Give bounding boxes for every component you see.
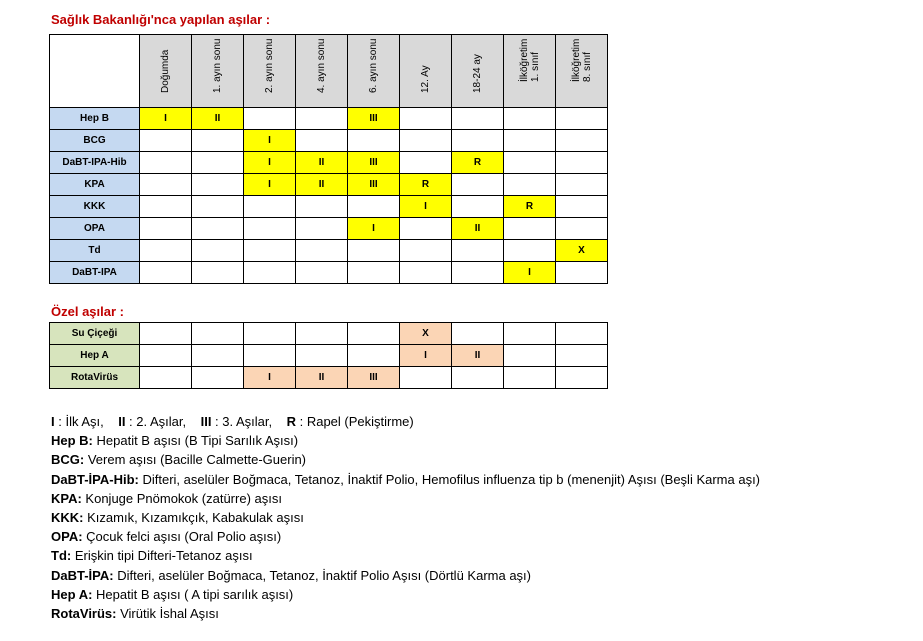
row-label: KKK xyxy=(50,196,140,218)
schedule-cell xyxy=(452,174,504,196)
schedule-cell xyxy=(192,152,244,174)
schedule-cell xyxy=(400,130,452,152)
schedule-cell: I xyxy=(400,196,452,218)
schedule-cell xyxy=(556,218,608,240)
column-header-label: Doğumda xyxy=(160,49,171,93)
schedule-cell xyxy=(400,108,452,130)
schedule-cell: R xyxy=(504,196,556,218)
schedule-cell: I xyxy=(244,152,296,174)
schedule-cell xyxy=(504,218,556,240)
column-header-label: 1. sınıf xyxy=(529,51,541,82)
column-header xyxy=(452,35,504,108)
legend-line xyxy=(51,431,760,450)
schedule-cell xyxy=(504,108,556,130)
schedule-cell xyxy=(556,367,608,389)
schedule-cell xyxy=(192,345,244,367)
legend-line xyxy=(51,470,760,489)
schedule-cell: X xyxy=(400,323,452,345)
table-row xyxy=(50,108,608,130)
schedule-cell xyxy=(244,218,296,240)
row-label: Hep B xyxy=(50,108,140,130)
schedule-cell xyxy=(452,108,504,130)
schedule-cell xyxy=(504,174,556,196)
legend-term: DaBT-İPA: xyxy=(51,567,114,583)
legend-term: Hep B: xyxy=(51,433,93,449)
schedule-cell xyxy=(348,130,400,152)
private-vaccine-table xyxy=(49,322,608,389)
table-row xyxy=(50,218,608,240)
schedule-cell xyxy=(504,130,556,152)
schedule-cell xyxy=(400,218,452,240)
schedule-cell xyxy=(452,367,504,389)
legend-text: Difteri, aselüler Boğmaca, Tetanoz, İnaktif Polio Aşısı (Dörtlü Karma aşı) xyxy=(113,567,531,583)
column-header xyxy=(140,35,192,108)
schedule-cell xyxy=(296,323,348,345)
schedule-cell: R xyxy=(400,174,452,196)
column-header xyxy=(296,35,348,108)
schedule-cell xyxy=(348,345,400,367)
legend-term: II xyxy=(118,414,126,429)
column-header-label: 12. Ay xyxy=(420,65,431,93)
legend-term: Hep A: xyxy=(51,586,93,602)
schedule-cell xyxy=(452,240,504,262)
schedule-cell xyxy=(452,262,504,284)
legend-term: R xyxy=(286,414,296,429)
legend-term: RotaVirüs: xyxy=(51,606,117,622)
table-row xyxy=(50,196,608,218)
schedule-cell xyxy=(452,130,504,152)
legend-text: Çocuk felci aşısı (Oral Polio aşısı) xyxy=(82,529,282,545)
schedule-cell xyxy=(296,196,348,218)
column-header-label: 18-24 ay xyxy=(472,54,483,93)
schedule-cell xyxy=(504,367,556,389)
column-header xyxy=(348,35,400,108)
legend-text: Virütik İshal Aşısı xyxy=(116,606,219,622)
legend-line xyxy=(51,412,760,431)
legend-term: I xyxy=(51,414,55,429)
row-label: Td xyxy=(50,240,140,262)
schedule-cell xyxy=(140,323,192,345)
header-corner xyxy=(50,35,140,108)
schedule-cell xyxy=(296,108,348,130)
schedule-cell xyxy=(192,196,244,218)
schedule-cell: I xyxy=(244,174,296,196)
schedule-cell: R xyxy=(452,152,504,174)
schedule-cell: I xyxy=(244,367,296,389)
schedule-cell xyxy=(192,218,244,240)
schedule-cell xyxy=(192,174,244,196)
table-row xyxy=(50,152,608,174)
legend-term: BCG: xyxy=(51,452,85,468)
table-row xyxy=(50,367,608,389)
legend-text: Verem aşısı (Bacille Calmette-Guerin) xyxy=(84,452,307,468)
schedule-cell xyxy=(192,130,244,152)
schedule-cell xyxy=(140,196,192,218)
schedule-cell xyxy=(556,323,608,345)
schedule-cell xyxy=(244,262,296,284)
schedule-cell xyxy=(504,345,556,367)
schedule-cell xyxy=(140,174,192,196)
column-header-label: 4. ayın sonu xyxy=(316,38,327,93)
schedule-cell: II xyxy=(296,367,348,389)
schedule-cell xyxy=(504,323,556,345)
schedule-cell: X xyxy=(556,240,608,262)
row-label: RotaVirüs xyxy=(50,367,140,389)
column-header-label: İlköğretim xyxy=(518,38,530,82)
schedule-cell: III xyxy=(348,152,400,174)
schedule-cell: II xyxy=(192,108,244,130)
legend-line xyxy=(51,566,760,585)
table-row xyxy=(50,262,608,284)
legend-line xyxy=(51,489,760,508)
schedule-cell xyxy=(296,218,348,240)
legend-text: Difteri, aselüler Boğmaca, Tetanoz, İnaktif Polio, Hemofilus influenza tip b (menenjit) Aşısı (Beşli Karma aşı) xyxy=(138,471,761,487)
legend-line xyxy=(51,546,760,565)
schedule-cell xyxy=(192,323,244,345)
legend-text: : İlk Aşı, xyxy=(54,414,119,429)
legend-line xyxy=(51,527,760,546)
legend-term: KKK: xyxy=(51,510,84,526)
legend-term: DaBT-İPA-Hib: xyxy=(51,471,139,487)
schedule-cell xyxy=(192,367,244,389)
table-row xyxy=(50,240,608,262)
legend-text: : Rapel (Pekiştirme) xyxy=(295,414,414,429)
legend-line xyxy=(51,450,760,469)
row-label: Hep A xyxy=(50,345,140,367)
legend-text: : 2. Aşılar, xyxy=(125,414,201,429)
row-label: OPA xyxy=(50,218,140,240)
table-row xyxy=(50,174,608,196)
legend-line xyxy=(51,604,760,623)
schedule-cell xyxy=(400,152,452,174)
schedule-cell: III xyxy=(348,367,400,389)
schedule-cell xyxy=(296,262,348,284)
column-header-label: 1. ayın sonu xyxy=(212,38,223,93)
schedule-cell: I xyxy=(140,108,192,130)
schedule-cell xyxy=(296,240,348,262)
legend-text: Erişkin tipi Difteri-Tetanoz aşısı xyxy=(71,548,253,564)
schedule-cell: I xyxy=(504,262,556,284)
table-row xyxy=(50,323,608,345)
schedule-cell xyxy=(192,240,244,262)
schedule-cell xyxy=(140,218,192,240)
legend-text: Hepatit B aşısı (B Tipi Sarılık Aşısı) xyxy=(92,433,299,449)
schedule-cell xyxy=(296,130,348,152)
column-header-label: 2. ayın sonu xyxy=(264,38,275,93)
schedule-cell xyxy=(244,323,296,345)
column-header-label: İlköğretim xyxy=(570,38,582,82)
column-header xyxy=(244,35,296,108)
schedule-cell xyxy=(140,367,192,389)
legend xyxy=(51,412,760,623)
schedule-cell: I xyxy=(244,130,296,152)
schedule-cell xyxy=(140,345,192,367)
legend-term: KPA: xyxy=(51,490,82,506)
legend-term: OPA: xyxy=(51,529,83,545)
schedule-cell xyxy=(556,262,608,284)
column-header xyxy=(400,35,452,108)
row-label: KPA xyxy=(50,174,140,196)
column-header xyxy=(192,35,244,108)
legend-line xyxy=(51,585,760,604)
schedule-cell: II xyxy=(296,174,348,196)
section-title-private: Özel aşılar : xyxy=(51,304,124,319)
schedule-cell xyxy=(192,262,244,284)
column-header-label: 6. ayın sonu xyxy=(368,38,379,93)
schedule-cell xyxy=(140,262,192,284)
schedule-cell xyxy=(504,152,556,174)
schedule-cell xyxy=(348,262,400,284)
schedule-cell xyxy=(400,367,452,389)
schedule-cell xyxy=(556,152,608,174)
schedule-cell xyxy=(140,152,192,174)
legend-term: Td: xyxy=(51,548,72,564)
column-header-label: 8. sınıf xyxy=(581,51,593,82)
legend-text: : 3. Aşılar, xyxy=(211,414,287,429)
schedule-cell: III xyxy=(348,174,400,196)
schedule-cell xyxy=(452,323,504,345)
column-header xyxy=(556,35,608,108)
schedule-cell xyxy=(556,196,608,218)
schedule-cell xyxy=(400,240,452,262)
table-row xyxy=(50,130,608,152)
schedule-cell xyxy=(556,174,608,196)
schedule-cell xyxy=(348,240,400,262)
schedule-cell xyxy=(556,345,608,367)
legend-line xyxy=(51,508,760,527)
schedule-cell: I xyxy=(348,218,400,240)
legend-text: Kızamık, Kızamıkçık, Kabakulak aşısı xyxy=(83,510,304,526)
schedule-cell xyxy=(244,108,296,130)
row-label: Su Çiçeği xyxy=(50,323,140,345)
schedule-cell xyxy=(556,130,608,152)
legend-text: Hepatit B aşısı ( A tipi sarılık aşısı) xyxy=(92,586,294,602)
schedule-cell xyxy=(348,196,400,218)
row-label: BCG xyxy=(50,130,140,152)
schedule-cell xyxy=(140,130,192,152)
row-label: DaBT-IPA xyxy=(50,262,140,284)
schedule-cell xyxy=(452,196,504,218)
row-label: DaBT-IPA-Hib xyxy=(50,152,140,174)
schedule-cell xyxy=(400,262,452,284)
legend-term: III xyxy=(200,414,212,429)
schedule-cell xyxy=(348,323,400,345)
schedule-cell: II xyxy=(452,218,504,240)
column-header xyxy=(504,35,556,108)
schedule-cell xyxy=(556,108,608,130)
schedule-cell xyxy=(504,240,556,262)
schedule-cell: II xyxy=(296,152,348,174)
schedule-cell: III xyxy=(348,108,400,130)
schedule-cell xyxy=(140,240,192,262)
schedule-cell: I xyxy=(400,345,452,367)
ministry-vaccine-table xyxy=(49,34,608,284)
schedule-cell xyxy=(244,196,296,218)
section-title-ministry: Sağlık Bakanlığı'nca yapılan aşılar : xyxy=(51,12,271,27)
schedule-cell: II xyxy=(452,345,504,367)
table-row xyxy=(50,345,608,367)
schedule-cell xyxy=(244,345,296,367)
schedule-cell xyxy=(244,240,296,262)
schedule-cell xyxy=(296,345,348,367)
legend-text: Konjuge Pnömokok (zatürre) aşısı xyxy=(81,490,282,506)
